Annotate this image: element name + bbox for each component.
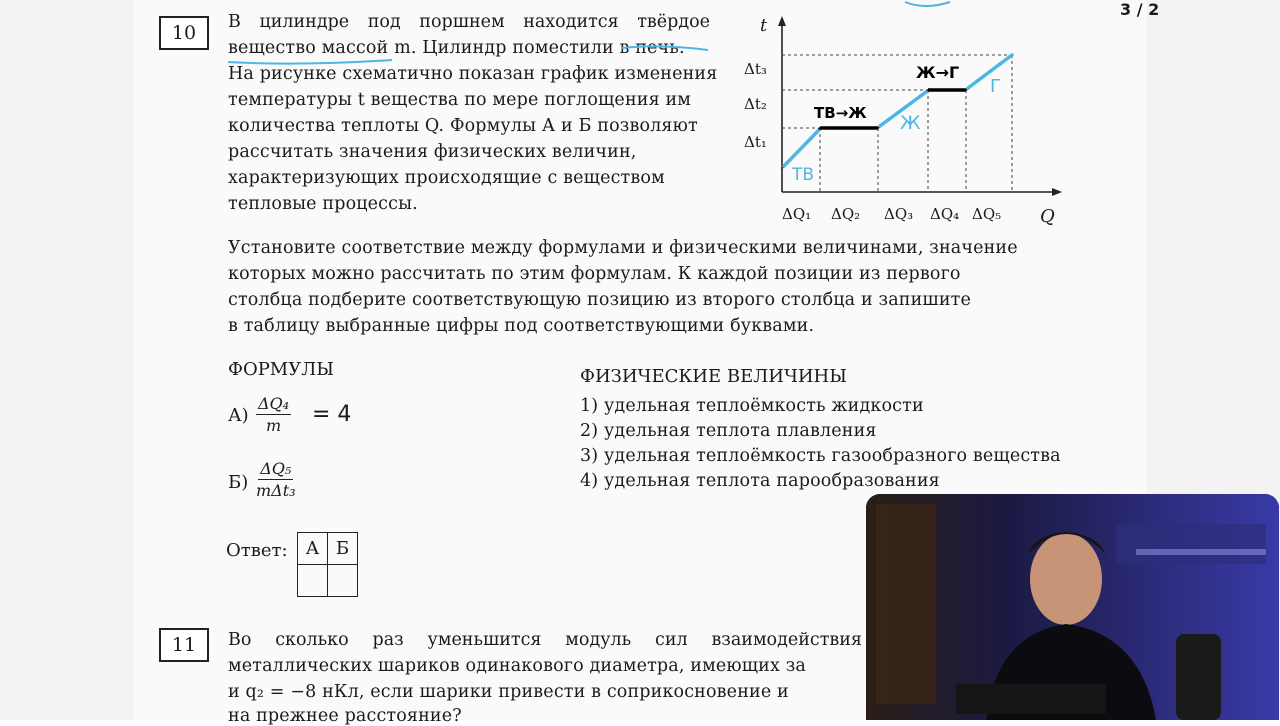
webcam-overlay bbox=[866, 494, 1279, 720]
x-tick-dq3: ΔQ₃ bbox=[884, 205, 914, 223]
formula-b-label: Б) bbox=[228, 472, 249, 493]
annotation-gas-state: Г bbox=[990, 76, 1001, 97]
answer-table bbox=[297, 532, 358, 597]
x-tick-dq1: ΔQ₁ bbox=[782, 205, 812, 223]
q10-l1-w6: твёрдое bbox=[637, 12, 710, 32]
q11-l1-w7: взаимодействия bbox=[711, 630, 862, 650]
y-axis-label: t bbox=[760, 15, 768, 36]
answer-label: Ответ: bbox=[226, 540, 288, 561]
q11-line-3: и q₂ = −8 нКл, если шарики привести в соприкосновение и bbox=[228, 682, 789, 702]
answer-cell-a[interactable] bbox=[298, 565, 328, 597]
q11-l1-w6: сил bbox=[655, 630, 688, 650]
presenter-video bbox=[866, 494, 1279, 720]
instructions-line-4: в таблицу выбранные цифры под соответствующими буквами. bbox=[228, 316, 815, 336]
x-tick-dq2: ΔQ₂ bbox=[831, 205, 861, 223]
x-axis-label: Q bbox=[1040, 206, 1055, 227]
q10-line-7: характеризующих происходящие с веществом bbox=[228, 168, 665, 188]
q10-l1-w3: под bbox=[367, 12, 401, 32]
q10-l1-w1: В bbox=[228, 12, 241, 32]
answer-header-a: А bbox=[298, 533, 328, 565]
question-number-10: 10 bbox=[159, 16, 209, 50]
formula-a bbox=[256, 394, 291, 435]
corner-blue-stroke bbox=[900, 0, 960, 12]
instructions-line-3: столбца подберите соответствующую позицию из второго столбца и запишите bbox=[228, 290, 971, 310]
annotation-solid-state: ТВ bbox=[792, 165, 815, 185]
annotation-solid-to-liquid: ТВ→Ж bbox=[814, 104, 867, 122]
q10-line-4: температуры t вещества по мере поглощения им bbox=[228, 90, 692, 110]
q11-l1-w5: модуль bbox=[565, 630, 632, 650]
q10-line-6: рассчитать значения физических величин, bbox=[228, 142, 637, 162]
q10-l1-w5: находится bbox=[523, 12, 619, 32]
q11-line-1 bbox=[228, 630, 862, 650]
q10-l1-w4: поршнем bbox=[419, 12, 505, 32]
q10-line-5: количества теплоты Q. Формулы А и Б позволяют bbox=[228, 116, 698, 136]
annotation-liquid-state: Ж bbox=[900, 112, 921, 134]
instructions-line-2: которых можно рассчитать по этим формулам. К каждой позиции из первого bbox=[228, 264, 961, 284]
y-tick-dt3: Δt₃ bbox=[744, 60, 767, 78]
formulas-heading: ФОРМУЛЫ bbox=[228, 359, 334, 380]
handwritten-answer-a: = 4 bbox=[312, 402, 352, 427]
formula-b-denominator: mΔt₃ bbox=[256, 481, 296, 500]
instructions-line-1: Установите соответствие между формулами и физическими величинами, значение bbox=[228, 238, 1018, 258]
q11-l1-w4: уменьшится bbox=[427, 630, 542, 650]
quantity-item-1: 1) удельная теплоёмкость жидкости bbox=[580, 396, 924, 416]
q10-line-8: тепловые процессы. bbox=[228, 194, 418, 214]
q10-l1-w2: цилиндре bbox=[259, 12, 350, 32]
answer-header-b: Б bbox=[328, 533, 358, 565]
formula-b-numerator: ΔQ₅ bbox=[260, 459, 292, 478]
answer-cell-b[interactable] bbox=[328, 565, 358, 597]
quantity-item-3: 3) удельная теплоёмкость газообразного вещества bbox=[580, 446, 1061, 466]
quantity-item-2: 2) удельная теплота плавления bbox=[580, 421, 877, 441]
q11-line-2: металлических шариков одинакового диаметра, имеющих за bbox=[228, 656, 806, 676]
annotation-liquid-to-gas: Ж→Г bbox=[916, 63, 960, 82]
y-tick-dt1: Δt₁ bbox=[744, 133, 767, 151]
q11-l1-w1: Во bbox=[228, 630, 252, 650]
formula-a-label: А) bbox=[228, 405, 249, 426]
formula-a-numerator: ΔQ₄ bbox=[258, 394, 290, 413]
q10-line-2: вещество массой m. Цилиндр поместили в печь. bbox=[228, 38, 685, 58]
formula-a-denominator: m bbox=[265, 416, 282, 435]
q11-line-4: на прежнее расстояние? bbox=[228, 706, 462, 726]
q10-line-3: На рисунке схематично показан график изменения bbox=[228, 64, 718, 84]
x-tick-dq5: ΔQ₅ bbox=[972, 205, 1002, 223]
corner-handwritten-fraction: 3 / 2 bbox=[1120, 0, 1160, 19]
x-tick-dq4: ΔQ₄ bbox=[930, 205, 960, 223]
quantity-item-4: 4) удельная теплота парообразования bbox=[580, 471, 940, 491]
y-tick-dt2: Δt₂ bbox=[744, 95, 767, 113]
q11-l1-w3: раз bbox=[372, 630, 404, 650]
question-number-11: 11 bbox=[159, 628, 209, 662]
q11-l1-w2: сколько bbox=[275, 630, 349, 650]
formula-b bbox=[256, 459, 296, 500]
quantities-heading: ФИЗИЧЕСКИЕ ВЕЛИЧИНЫ bbox=[580, 366, 847, 387]
